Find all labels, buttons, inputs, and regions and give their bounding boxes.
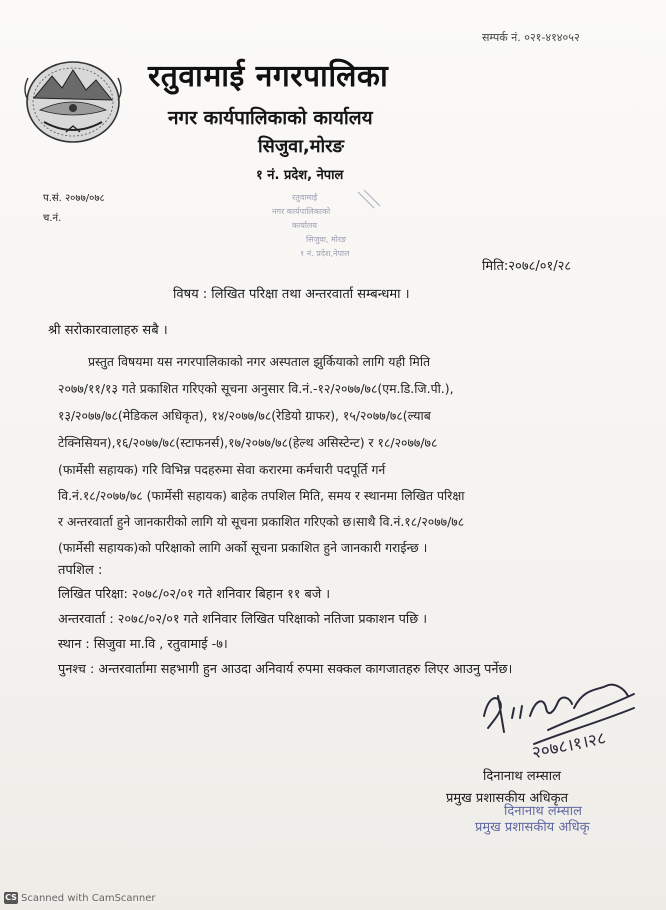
body-line: प्रस्तुत विषयमा यस नगरपालिकाको नगर अस्पताल झुर्कियाको लागि यही मिति <box>88 354 431 369</box>
province-line: १ नं. प्रदेश, नेपाल <box>256 168 344 183</box>
body-line: १३/२०७७/७८(मेडिकल अधिकृत), १४/२०७७/७८(रेडियो ग्राफर), १५/२०७७/७८(ल्याब <box>58 408 431 423</box>
municipality-name: रतुवामाई नगरपालिका <box>148 59 389 94</box>
office-name: नगर कार्यपालिकाको कार्यालय <box>168 107 373 129</box>
stamp-line: कार्यालय <box>292 221 317 230</box>
signature-icon <box>474 668 646 772</box>
name-stamp: दिनानाथ लम्साल <box>504 804 582 819</box>
letter-subject: विषय : लिखित परिक्षा तथा अन्तरवार्ता सम्बन्धमा । <box>173 287 410 302</box>
stamp-line: रतुवामाई <box>292 193 318 202</box>
office-location: सिजुवा,मोरङ <box>258 136 344 157</box>
contact-number: सम्पर्क नं. ०२१-४१४०५२ <box>482 31 580 44</box>
detail-interview: अन्तरवार्ता : २०७८/०२/०१ गते शनिवार लिखित परिक्षाको नतिजा प्रकाशन पछि । <box>58 612 428 627</box>
body-line: वि.नं.१८/२०७७/७८ (फार्मेसी सहायक) बाहेक तपशिल मिति, समय र स्थानमा लिखित परिक्षा <box>58 488 465 503</box>
post-stamp: प्रमुख प्रशासकीय अधिकृ <box>475 820 590 835</box>
body-line: र अन्तरवार्ता हुने जानकारीको लागि यो सूचना प्रकाशित गरिएको छ।साथै वि.नं.१८/२०७७/७८ <box>58 514 465 529</box>
signatory-post: प्रमुख प्रशासकीय अधिकृत <box>446 791 569 806</box>
detail-postscript: पुनश्च : अन्तरवार्तामा सहभागी हुन आउदा अनिवार्य रुपमा सक्कल कागजातहरु लिएर आउनु पर्नेछ। <box>58 662 513 677</box>
signatory-name: दिनानाथ लम्साल <box>483 769 561 784</box>
details-heading: तपशिल : <box>58 563 103 578</box>
camscanner-icon: CS <box>5 893 17 902</box>
signature-date: २०७८।१।२८ <box>530 728 608 764</box>
letter-date: मिति:२०७८/०१/२८ <box>482 259 572 274</box>
dispatch-number: च.नं. <box>43 213 62 224</box>
body-line: (फार्मेसी सहायक)को परिक्षाको लागि अर्को सूचना प्रकाशित हुने जानकारी गराईन्छ । <box>58 540 428 555</box>
scanner-text: Scanned with CamScanner <box>21 892 156 904</box>
body-line: २०७७/११/१३ गते प्रकाशित गरिएको सूचना अनुसार वि.नं.-१२/२०७७/७८(एम.डि.जि.पी.), <box>58 381 454 396</box>
stamp-line: नगर कार्यपालिकाको <box>272 207 331 216</box>
detail-written-exam: लिखित परिक्षा: २०७८/०२/०१ गते शनिवार बिहान ११ बजे । <box>58 587 331 602</box>
scanner-watermark <box>4 892 156 904</box>
nepal-emblem-icon <box>14 50 132 150</box>
salutation: श्री सरोकारवालाहरु सबै । <box>48 323 168 338</box>
office-stamp-icon <box>262 186 390 266</box>
body-line: (फार्मेसी सहायक) गरि विभिन्न पदहरुमा सेवा करारमा कर्मचारी पदपूर्ति गर्न <box>58 462 386 477</box>
stamp-line: सिजुवा, मोरङ <box>306 235 347 244</box>
body-line: टेक्निसियन),१६/२०७७/७८(स्टाफनर्स),१७/२०७७/७८(हेल्थ असिस्टेन्ट) र १८/२०७७/७८ <box>58 435 438 450</box>
detail-venue: स्थान : सिजुवा मा.वि , रतुवामाई -७। <box>58 637 228 652</box>
stamp-line: १ नं. प्रदेश,नेपाल <box>300 249 350 258</box>
reference-number: प.सं. २०७७/०७८ <box>43 193 105 204</box>
